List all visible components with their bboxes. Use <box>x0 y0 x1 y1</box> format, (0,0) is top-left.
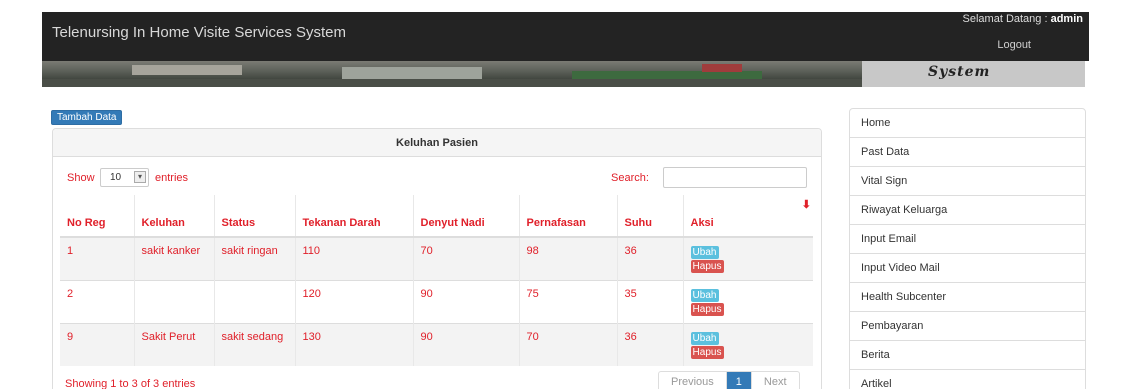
edit-button[interactable]: Ubah <box>691 246 719 259</box>
cell-no-reg: 9 <box>60 323 134 366</box>
chevron-down-icon: ▾ <box>134 171 146 183</box>
cell-keluhan: Sakit Perut <box>134 323 214 366</box>
cell-status: sakit sedang <box>214 323 295 366</box>
top-navbar <box>42 12 1089 61</box>
show-label: Show <box>67 172 95 184</box>
cell-no-reg: 2 <box>60 280 134 323</box>
add-data-button[interactable]: Tambah Data <box>51 110 122 125</box>
cell-pernafasan: 70 <box>519 323 617 366</box>
username: admin <box>1050 13 1083 25</box>
sidebar-item-health-subcenter[interactable]: Health Subcenter <box>850 283 1085 312</box>
cell-tekanan-darah: 110 <box>295 237 413 280</box>
cell-suhu: 36 <box>617 323 683 366</box>
sidebar-item-input-video-mail[interactable]: Input Video Mail <box>850 254 1085 283</box>
banner-logo <box>862 61 1085 87</box>
delete-button[interactable]: Hapus <box>691 303 724 316</box>
entries-label: entries <box>155 172 189 184</box>
cell-tekanan-darah: 120 <box>295 280 413 323</box>
cell-denyut-nadi: 70 <box>413 237 519 280</box>
column-header-status[interactable]: Status <box>214 195 295 237</box>
pagination-next[interactable]: Next <box>751 372 799 389</box>
search-input[interactable] <box>663 167 807 188</box>
entries-per-page-select[interactable] <box>100 168 149 187</box>
cell-denyut-nadi: 90 <box>413 323 519 366</box>
table-row <box>60 280 813 323</box>
column-header-pernafasan[interactable]: Pernafasan <box>519 195 617 237</box>
complaints-table <box>60 195 813 366</box>
pagination <box>658 371 800 389</box>
cell-denyut-nadi: 90 <box>413 280 519 323</box>
sort-arrow-icon: ⬇ <box>801 199 811 211</box>
table-header-row <box>60 195 813 237</box>
cell-aksi <box>683 237 813 280</box>
column-header-suhu[interactable]: Suhu <box>617 195 683 237</box>
cell-aksi <box>683 323 813 366</box>
sidebar-item-pembayaran[interactable]: Pembayaran <box>850 312 1085 341</box>
sidebar-item-home[interactable]: Home <box>850 109 1085 138</box>
sidebar-item-vital-sign[interactable]: Vital Sign <box>850 167 1085 196</box>
cell-keluhan: sakit kanker <box>134 237 214 280</box>
sidebar-item-riwayat-keluarga[interactable]: Riwayat Keluarga <box>850 196 1085 225</box>
panel-title: Keluhan Pasien <box>53 129 821 157</box>
column-header-aksi[interactable] <box>683 195 813 237</box>
pagination-page-1[interactable]: 1 <box>727 372 751 389</box>
delete-button[interactable]: Hapus <box>691 260 724 273</box>
welcome-prefix: Selamat Datang : <box>962 13 1051 25</box>
column-header-keluhan[interactable]: Keluhan <box>134 195 214 237</box>
cell-no-reg: 1 <box>60 237 134 280</box>
cell-pernafasan: 98 <box>519 237 617 280</box>
complaints-panel <box>52 128 822 389</box>
table-row <box>60 323 813 366</box>
cell-aksi <box>683 280 813 323</box>
sidebar-item-input-email[interactable]: Input Email <box>850 225 1085 254</box>
delete-button[interactable]: Hapus <box>691 346 724 359</box>
sidebar-item-berita[interactable]: Berita <box>850 341 1085 370</box>
table-row <box>60 237 813 280</box>
cell-tekanan-darah: 130 <box>295 323 413 366</box>
table-info: Showing 1 to 3 of 3 entries <box>65 378 196 389</box>
cell-keluhan <box>134 280 214 323</box>
cell-suhu: 36 <box>617 237 683 280</box>
cell-suhu: 35 <box>617 280 683 323</box>
column-header-no-reg[interactable]: No Reg <box>60 195 134 237</box>
entries-value: 10 <box>110 172 122 183</box>
edit-button[interactable]: Ubah <box>691 332 719 345</box>
column-header-tekanan-darah[interactable]: Tekanan Darah <box>295 195 413 237</box>
pagination-previous[interactable]: Previous <box>659 372 727 389</box>
cell-pernafasan: 75 <box>519 280 617 323</box>
search-label: Search: <box>611 172 649 184</box>
logout-link[interactable]: Logout <box>997 39 1031 51</box>
sidebar-item-artikel[interactable]: Artikel <box>850 370 1085 389</box>
sidebar-item-past-data[interactable]: Past Data <box>850 138 1085 167</box>
cell-status <box>214 280 295 323</box>
welcome-text <box>963 13 1083 25</box>
cell-status: sakit ringan <box>214 237 295 280</box>
banner-logo-text: System <box>928 64 991 80</box>
app-title: Telenursing In Home Visite Services System <box>52 24 347 41</box>
sidebar-menu <box>849 108 1086 389</box>
header-banner-image <box>42 61 862 87</box>
column-header-aksi-label: Aksi <box>690 217 714 229</box>
edit-button[interactable]: Ubah <box>691 289 719 302</box>
column-header-denyut-nadi[interactable]: Denyut Nadi <box>413 195 519 237</box>
